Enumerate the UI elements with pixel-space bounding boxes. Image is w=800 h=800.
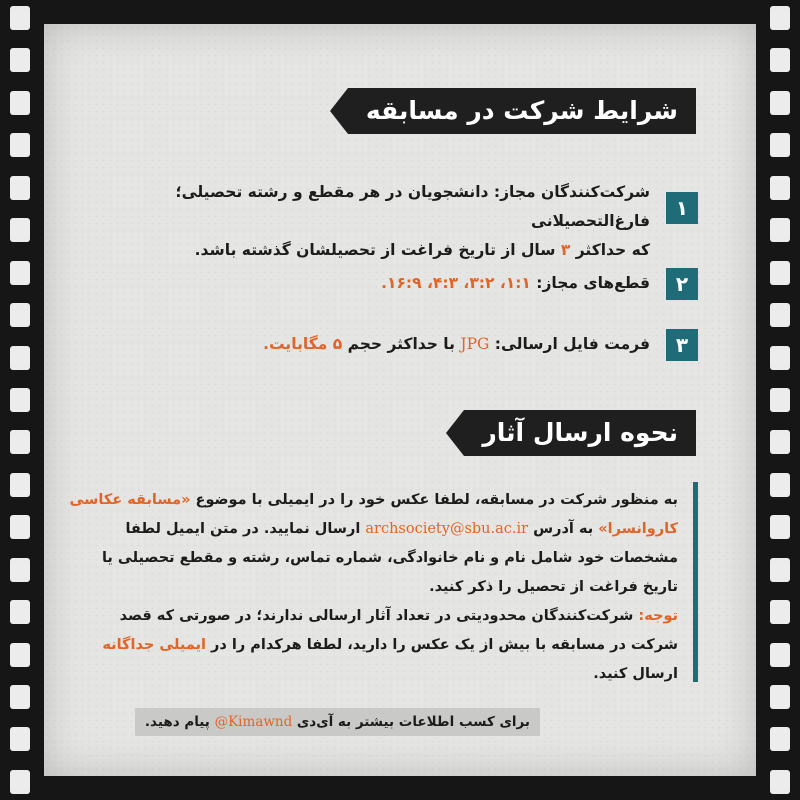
item-allowed-ratios: قطع‌های مجاز: ۱:۱، ۳:۲، ۴:۳، ۱۶:۹.	[381, 274, 650, 292]
paper-sheet	[44, 24, 756, 776]
contact-footer: برای کسب اطلاعات بیشتر به آی‌دی @Kimawnd پیام دهید.	[135, 708, 540, 736]
film-sprocket-holes-left	[0, 0, 40, 800]
contact-handle[interactable]: @Kimawnd	[214, 714, 293, 730]
item-number-1: ۱	[666, 192, 698, 224]
submission-instructions: به منظور شرکت در مسابقه، لطفا عکس خود را در ایمیلی با موضوع «مسابقه عکاسی کاروانسرا» به آدرس archsociety@sbu.ac.ir ارسال نمایید. در متن ایمیل لطفا مشخصات خود شامل نام و نام خانوادگی، شماره تماس، رشته و مقطع تحصیلی یا تاریخ فراغت از تحصیل را ذکر کنید. توجه: شرکت‌کنندگان محدودیتی در تعداد آثار ارسالی ندارند؛ در صورتی که قصد شرکت در مسابقه با بیش از یک عکس را دارید، لطفا هرکدام را در ایمیلی جداگانه ارسال کنید.	[69, 492, 678, 682]
section-title-conditions: شرایط شرکت در مسابقه	[348, 88, 696, 134]
accent-bar	[693, 482, 698, 682]
film-sprocket-holes-right	[760, 0, 800, 800]
email-address[interactable]: archsociety@sbu.ac.ir	[365, 521, 529, 537]
item-number-3: ۳	[666, 329, 698, 361]
item-number-2: ۲	[666, 268, 698, 300]
item-eligible-participants: شرکت‌کنندگان مجاز: دانشجویان در هر مقطع و رشته تحصیلی؛ فارغ‌التحصیلانی که حداکثر ۳ سال از تاریخ فراغت از تحصیلشان گذشته باشد.	[175, 183, 650, 259]
item-file-format: فرمت فایل ارسالی: JPG با حداکثر حجم ۵ مگابایت.	[263, 335, 650, 353]
section-title-submission: نحوه ارسال آثار	[464, 410, 696, 456]
